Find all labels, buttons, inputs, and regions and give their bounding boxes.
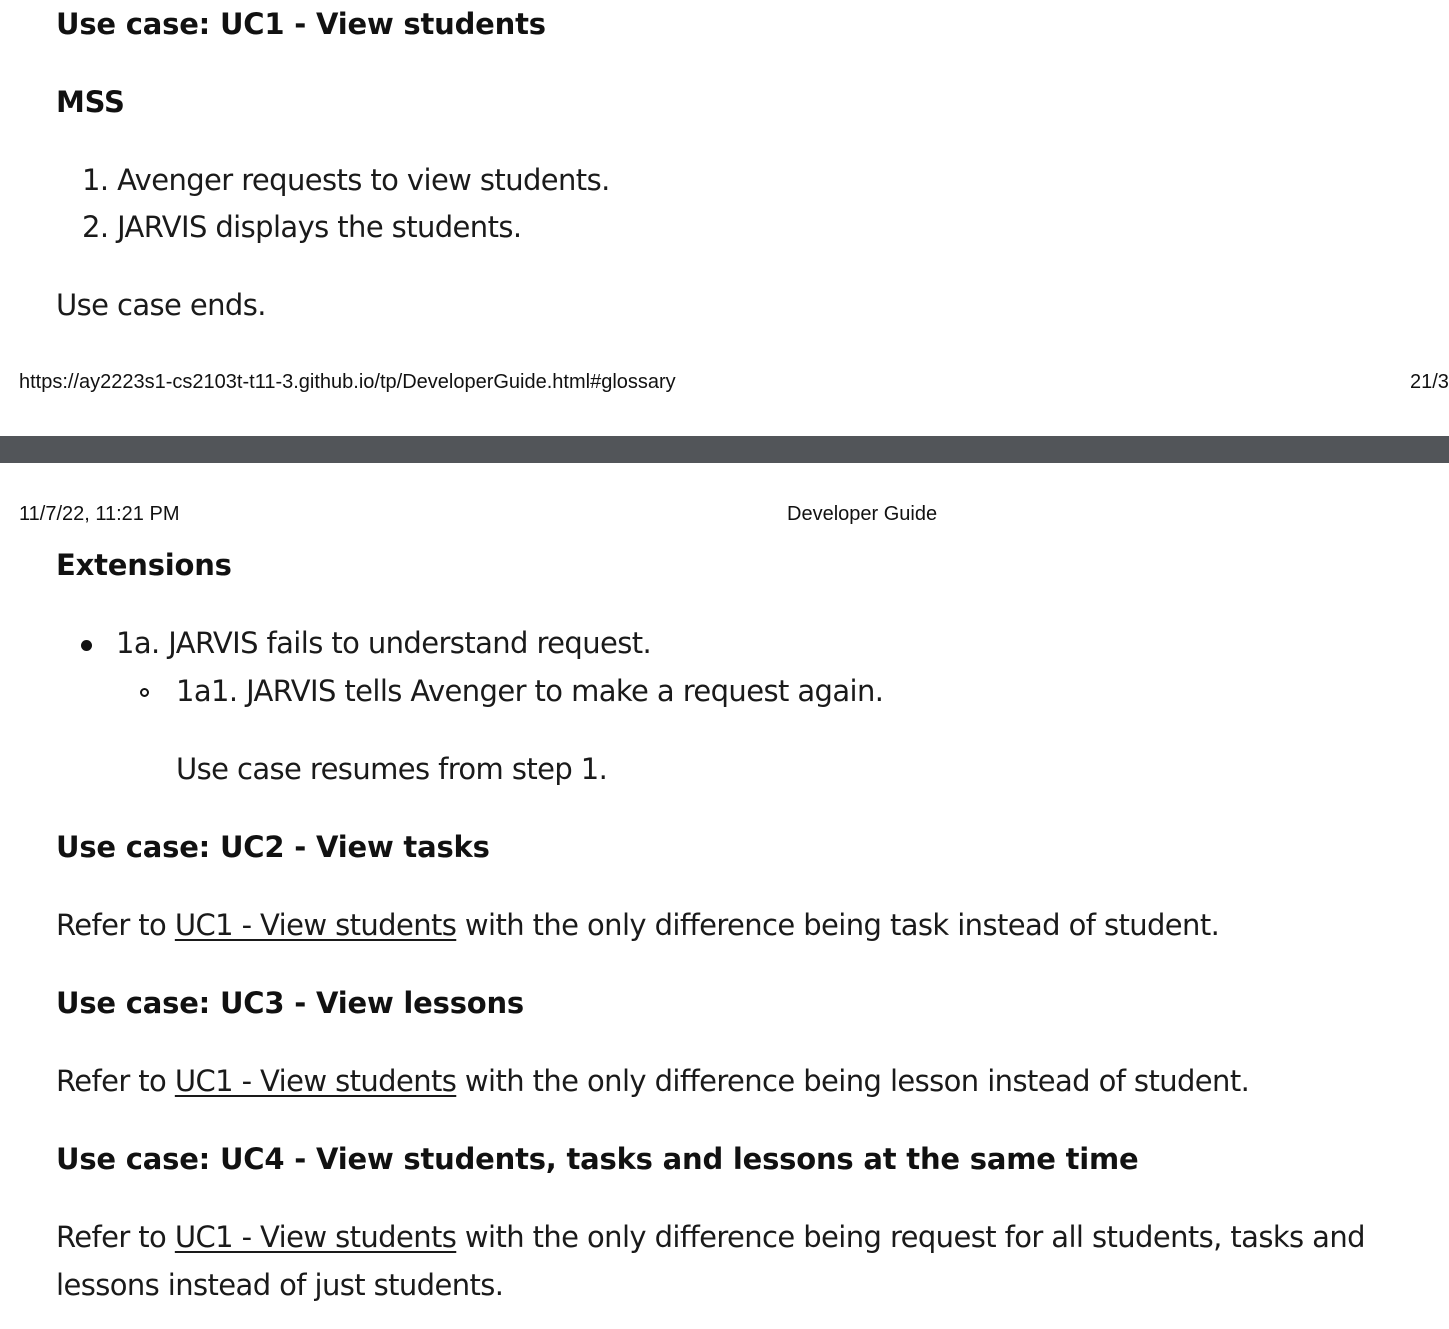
header-title: Developer Guide: [787, 503, 938, 525]
uc4-description-line1: [56, 1220, 1365, 1254]
refer-suffix: with the only difference being task instead of student.: [456, 908, 1220, 942]
mss-heading: MSS: [56, 85, 125, 119]
bullet-disc-icon: [81, 640, 92, 651]
uc2-description: [56, 908, 1219, 942]
refer-prefix: Refer to: [56, 1064, 175, 1098]
uc4-description-line2: lessons instead of just students.: [56, 1268, 504, 1302]
mss-step-2: [82, 210, 521, 244]
extension-item: 1a. JARVIS fails to understand request.: [116, 626, 652, 660]
use-case-resumes-text: Use case resumes from step 1.: [176, 752, 608, 786]
uc1-link[interactable]: UC1 - View students: [174, 1220, 457, 1254]
uc1-link[interactable]: UC1 - View students: [174, 1064, 457, 1098]
page-separator: [0, 436, 1449, 463]
mss-step-text: Avenger requests to view students.: [117, 163, 610, 197]
refer-prefix: Refer to: [56, 1220, 175, 1254]
refer-suffix: with the only difference being lesson instead of student.: [456, 1064, 1250, 1098]
refer-suffix: with the only difference being request for all students, tasks and: [456, 1220, 1365, 1254]
mss-step-1: [82, 163, 610, 197]
pdf-page-bottom: [0, 463, 1449, 1329]
footer-url: https://ay2223s1-cs2103t-t11-3.github.io/tp/DeveloperGuide.html#glossary: [19, 371, 676, 393]
bullet-circle-icon: [140, 688, 149, 697]
mss-step-number: 1.: [82, 163, 109, 197]
uc1-link[interactable]: UC1 - View students: [174, 908, 457, 942]
uc4-heading: Use case: UC4 - View students, tasks and lessons at the same time: [56, 1142, 1139, 1176]
extensions-heading: Extensions: [56, 548, 232, 582]
mss-step-text: JARVIS displays the students.: [117, 210, 522, 244]
header-datetime: 11/7/22, 11:21 PM: [19, 503, 180, 525]
uc2-heading: Use case: UC2 - View tasks: [56, 830, 490, 864]
refer-prefix: Refer to: [56, 908, 175, 942]
uc3-heading: Use case: UC3 - View lessons: [56, 986, 524, 1020]
pdf-page-top: [0, 0, 1449, 436]
extension-subitem: 1a1. JARVIS tells Avenger to make a request again.: [176, 674, 884, 708]
mss-step-number: 2.: [82, 210, 109, 244]
use-case-ends-text: Use case ends.: [56, 288, 266, 322]
footer-page-number: 21/3: [1410, 371, 1449, 393]
uc3-description: [56, 1064, 1249, 1098]
uc1-heading: Use case: UC1 - View students: [56, 7, 546, 41]
